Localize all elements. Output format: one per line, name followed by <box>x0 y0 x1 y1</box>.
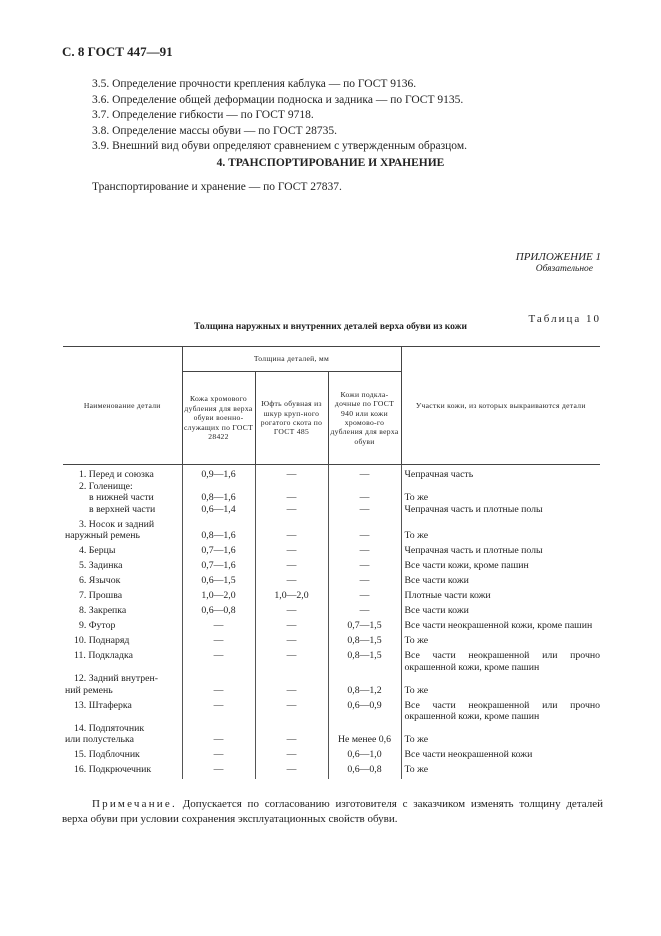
cell-part: То же <box>401 635 600 650</box>
cell-c2 <box>255 764 328 779</box>
cell-line: 9. Футор <box>79 620 116 631</box>
transport-paragraph: Транспортирование и хранение — по ГОСТ 27837. <box>92 181 342 193</box>
cell-line: 14. Подпяточник <box>74 722 145 734</box>
cell-line: 0,8—1,5 <box>347 650 382 661</box>
cell-c2 <box>255 650 328 673</box>
cell-name <box>63 465 182 481</box>
cell-c2 <box>255 575 328 590</box>
cell-line <box>405 481 601 493</box>
cell-line: 13. Штаферка <box>74 699 132 711</box>
cell-line: — <box>286 605 297 616</box>
cell-c3 <box>328 519 401 546</box>
cell-line: 0,7—1,6 <box>201 560 236 571</box>
cell-line: 16. Подкрючечник <box>74 764 152 775</box>
header-lining-leather: Кожи подкла-дочные по ГОСТ 940 или кожи хромово-го дубления для верха обуви <box>328 372 401 465</box>
cell-c1 <box>182 465 255 481</box>
cell-line: — <box>359 590 370 601</box>
table-row <box>63 481 600 519</box>
cell-line <box>331 481 399 493</box>
cell-c3 <box>328 605 401 620</box>
header-leather-parts: Участки кожи, из которых выкраиваются детали <box>401 347 600 465</box>
cell-line: 0,9—1,6 <box>201 469 236 480</box>
cell-line: 0,6—0,8 <box>201 605 236 616</box>
header-yuft-leather: Юфть обувная из шкур круп-ного рогатого скота по ГОСТ 485 <box>255 372 328 465</box>
table-row <box>63 465 600 481</box>
cell-c3 <box>328 465 401 481</box>
cell-line: — <box>286 764 297 775</box>
cell-line <box>258 519 326 531</box>
cell-name <box>63 560 182 575</box>
cell-line: — <box>286 734 297 745</box>
cell-c2 <box>255 605 328 620</box>
cell-line: — <box>213 699 224 711</box>
cell-line: — <box>213 749 224 760</box>
cell-name <box>63 590 182 605</box>
cell-part: Все части неокрашенной кожи <box>401 749 600 764</box>
cell-c3 <box>328 650 401 673</box>
cell-line: То же <box>404 492 429 503</box>
cell-line: — <box>359 492 370 503</box>
cell-part <box>401 519 600 546</box>
list-item: 3.8. Определение массы обуви — по ГОСТ 28735. <box>92 124 338 137</box>
list-item: 3.7. Определение гибкости — по ГОСТ 9718. <box>92 109 314 121</box>
cell-line: — <box>286 503 297 515</box>
header-chrome-leather: Кожа хромового дубления для верха обуви военно-служащих по ГОСТ 28422 <box>182 372 255 465</box>
cell-c1 <box>182 673 255 700</box>
header-thickness-group: Толщина деталей, мм <box>182 347 401 372</box>
cell-name <box>63 481 182 519</box>
cell-line: 12. Задний внутрен- <box>74 673 159 684</box>
cell-line: — <box>286 699 297 711</box>
cell-line: 0,8—1,6 <box>201 530 236 541</box>
cell-c2 <box>255 545 328 560</box>
cell-c1 <box>182 481 255 519</box>
cell-line: — <box>286 635 297 646</box>
table-row <box>63 673 600 700</box>
cell-line: 1,0—2,0 <box>274 590 309 601</box>
appendix-title: ПРИЛОЖЕНИЕ 1 <box>515 251 601 263</box>
test-methods-list <box>92 77 467 155</box>
cell-line <box>258 481 326 493</box>
section-title: 4. ТРАНСПОРТИРОВАНИЕ И ХРАНЕНИЕ <box>216 157 445 169</box>
cell-name <box>63 635 182 650</box>
cell-name <box>63 673 182 700</box>
cell-c1 <box>182 650 255 673</box>
cell-c1 <box>182 749 255 764</box>
cell-part <box>401 481 600 519</box>
cell-line: — <box>213 650 224 661</box>
cell-line: в нижней части <box>89 492 154 503</box>
cell-line: 0,8—1,6 <box>201 492 236 503</box>
cell-line: 0,7—1,6 <box>201 545 236 556</box>
cell-line: — <box>359 575 370 586</box>
cell-c3 <box>328 575 401 590</box>
cell-line: — <box>359 605 370 616</box>
cell-c3 <box>328 590 401 605</box>
table-note <box>62 797 603 827</box>
cell-c1 <box>182 590 255 605</box>
cell-name <box>63 764 182 779</box>
cell-c1 <box>182 519 255 546</box>
table-row <box>63 590 600 605</box>
table-row <box>63 519 600 546</box>
cell-line: — <box>286 530 297 541</box>
cell-c3 <box>328 700 401 723</box>
cell-line: 2. Голенище: <box>79 480 133 492</box>
cell-line: 1,0—2,0 <box>201 590 236 601</box>
cell-line: 0,6—1,0 <box>347 749 382 760</box>
cell-line: 0,6—1,5 <box>201 575 236 586</box>
cell-line <box>405 673 601 685</box>
cell-line: — <box>213 734 224 745</box>
cell-line: 0,8—1,2 <box>347 684 382 696</box>
cell-c3 <box>328 481 401 519</box>
cell-c1 <box>182 605 255 620</box>
cell-c2 <box>255 519 328 546</box>
table-row <box>63 620 600 635</box>
cell-line: — <box>286 575 297 586</box>
table-title: Толщина наружных и внутренних деталей верха обуви из кожи <box>193 322 468 332</box>
cell-line <box>258 723 326 735</box>
cell-line: — <box>286 650 297 661</box>
appendix-subtitle: Обязательное <box>535 264 593 274</box>
cell-c3 <box>328 673 401 700</box>
cell-name <box>63 605 182 620</box>
cell-line: 10. Поднаряд <box>74 635 130 646</box>
cell-name <box>63 700 182 723</box>
cell-line: 0,6—1,4 <box>201 503 236 515</box>
table-row <box>63 700 600 723</box>
cell-c2 <box>255 465 328 481</box>
cell-c2 <box>255 700 328 723</box>
cell-name <box>63 723 182 750</box>
cell-c3 <box>328 560 401 575</box>
cell-line: 5. Задинка <box>79 560 123 571</box>
cell-part <box>401 723 600 750</box>
table-number: Таблица 10 <box>528 313 601 325</box>
header-detail-name: Наименование детали <box>63 347 182 465</box>
cell-part: Все части кожи, кроме пашин <box>401 560 600 575</box>
cell-line: — <box>286 749 297 760</box>
cell-line: — <box>286 492 297 503</box>
cell-c3 <box>328 749 401 764</box>
cell-c1 <box>182 575 255 590</box>
cell-line: — <box>286 684 297 696</box>
cell-line: То же <box>404 684 429 696</box>
cell-c2 <box>255 749 328 764</box>
cell-part: Все части неокрашенной или прочно окрашенной кожи, кроме пашин <box>401 700 600 723</box>
cell-line: — <box>213 684 224 696</box>
cell-c3 <box>328 545 401 560</box>
cell-name <box>63 620 182 635</box>
table-row <box>63 723 600 750</box>
list-item: 3.5. Определение прочности крепления каблука — по ГОСТ 9136. <box>92 78 417 90</box>
cell-line <box>258 673 326 685</box>
cell-line: 11. Подкладка <box>74 650 133 661</box>
cell-part: То же <box>401 764 600 779</box>
cell-line <box>185 673 253 685</box>
table-row <box>63 764 600 779</box>
list-item: 3.6. Определение общей деформации подноска и задника — по ГОСТ 9135. <box>92 93 464 106</box>
cell-line: в верхней части <box>89 503 156 515</box>
cell-c1 <box>182 620 255 635</box>
cell-c1 <box>182 560 255 575</box>
cell-line <box>331 519 399 531</box>
page-header: С. 8 ГОСТ 447—91 <box>62 44 173 59</box>
cell-line: — <box>286 560 297 571</box>
cell-line: 0,8—1,5 <box>347 635 382 646</box>
cell-line: — <box>286 620 297 631</box>
cell-c2 <box>255 673 328 700</box>
table-row <box>63 749 600 764</box>
cell-line: Не менее 0,6 <box>337 734 392 745</box>
cell-part: Чепрачная часть и плотные полы <box>401 545 600 560</box>
cell-c2 <box>255 635 328 650</box>
cell-line: — <box>213 764 224 775</box>
cell-line: 0,7—1,5 <box>347 620 382 631</box>
table-row <box>63 635 600 650</box>
cell-name <box>63 519 182 546</box>
cell-line: 0,6—0,8 <box>347 764 382 775</box>
cell-line <box>185 481 253 493</box>
cell-c2 <box>255 590 328 605</box>
cell-line: 7. Прошва <box>79 590 123 601</box>
cell-part: Все части кожи <box>401 605 600 620</box>
cell-part <box>401 673 600 700</box>
note-label: Примечание. <box>92 798 177 810</box>
cell-line: ний ремень <box>65 684 113 696</box>
cell-c1 <box>182 635 255 650</box>
cell-line: То же <box>404 734 429 745</box>
cell-line <box>185 723 253 735</box>
table-row <box>63 605 600 620</box>
cell-line: 6. Язычок <box>79 575 121 586</box>
cell-line <box>331 723 399 735</box>
note-text: Допускается по согласованию изготовителя с заказчиком изменять толщину деталей верха обуви при условии сохранения эксплуатационных свойств обуви. <box>62 798 603 825</box>
cell-line: наружный ремень <box>65 530 140 541</box>
cell-line: 1. Перед и союзка <box>79 469 154 480</box>
cell-part: Все части неокрашенной кожи, кроме пашин <box>401 620 600 635</box>
cell-part: Плотные части кожи <box>401 590 600 605</box>
cell-line: — <box>213 635 224 646</box>
table-row <box>63 575 600 590</box>
table-row <box>63 650 600 673</box>
cell-line: — <box>359 560 370 571</box>
cell-c2 <box>255 723 328 750</box>
cell-line: 15. Подблочник <box>74 749 140 760</box>
cell-c3 <box>328 620 401 635</box>
cell-line <box>405 519 601 531</box>
cell-line: — <box>359 545 370 556</box>
cell-line: 4. Берцы <box>79 545 116 556</box>
cell-name <box>63 575 182 590</box>
cell-line: 3. Носок и задний <box>79 518 155 530</box>
cell-line <box>185 519 253 531</box>
table-row <box>63 560 600 575</box>
list-item: 3.9. Внешний вид обуви определяют сравнением с утвержденным образцом. <box>92 140 467 152</box>
cell-name <box>63 749 182 764</box>
cell-c1 <box>182 700 255 723</box>
cell-c3 <box>328 764 401 779</box>
cell-line: — <box>359 530 370 541</box>
thickness-table <box>63 346 600 779</box>
cell-line: 8. Закрепка <box>79 605 127 616</box>
cell-part: Все части кожи <box>401 575 600 590</box>
cell-line <box>405 723 601 735</box>
cell-part: Чепрачная часть <box>401 465 600 481</box>
cell-line: — <box>286 545 297 556</box>
cell-part: Все части неокрашенной или прочно окрашенной кожи, кроме пашин <box>401 650 600 673</box>
cell-line: — <box>213 620 224 631</box>
cell-line: То же <box>404 530 429 541</box>
cell-c2 <box>255 560 328 575</box>
appendix-label <box>516 251 601 275</box>
cell-c2 <box>255 481 328 519</box>
table-row <box>63 545 600 560</box>
cell-c1 <box>182 723 255 750</box>
cell-c3 <box>328 635 401 650</box>
cell-line: — <box>359 469 370 480</box>
cell-c2 <box>255 620 328 635</box>
cell-line: 0,6—0,9 <box>347 699 382 711</box>
cell-line: Чепрачная часть и плотные полы <box>404 503 543 515</box>
cell-line: — <box>359 503 370 515</box>
cell-line <box>331 673 399 685</box>
cell-c1 <box>182 764 255 779</box>
cell-line: или полустелька <box>65 734 134 745</box>
cell-name <box>63 650 182 673</box>
cell-c3 <box>328 723 401 750</box>
cell-line: — <box>286 469 297 480</box>
cell-c1 <box>182 545 255 560</box>
cell-name <box>63 545 182 560</box>
